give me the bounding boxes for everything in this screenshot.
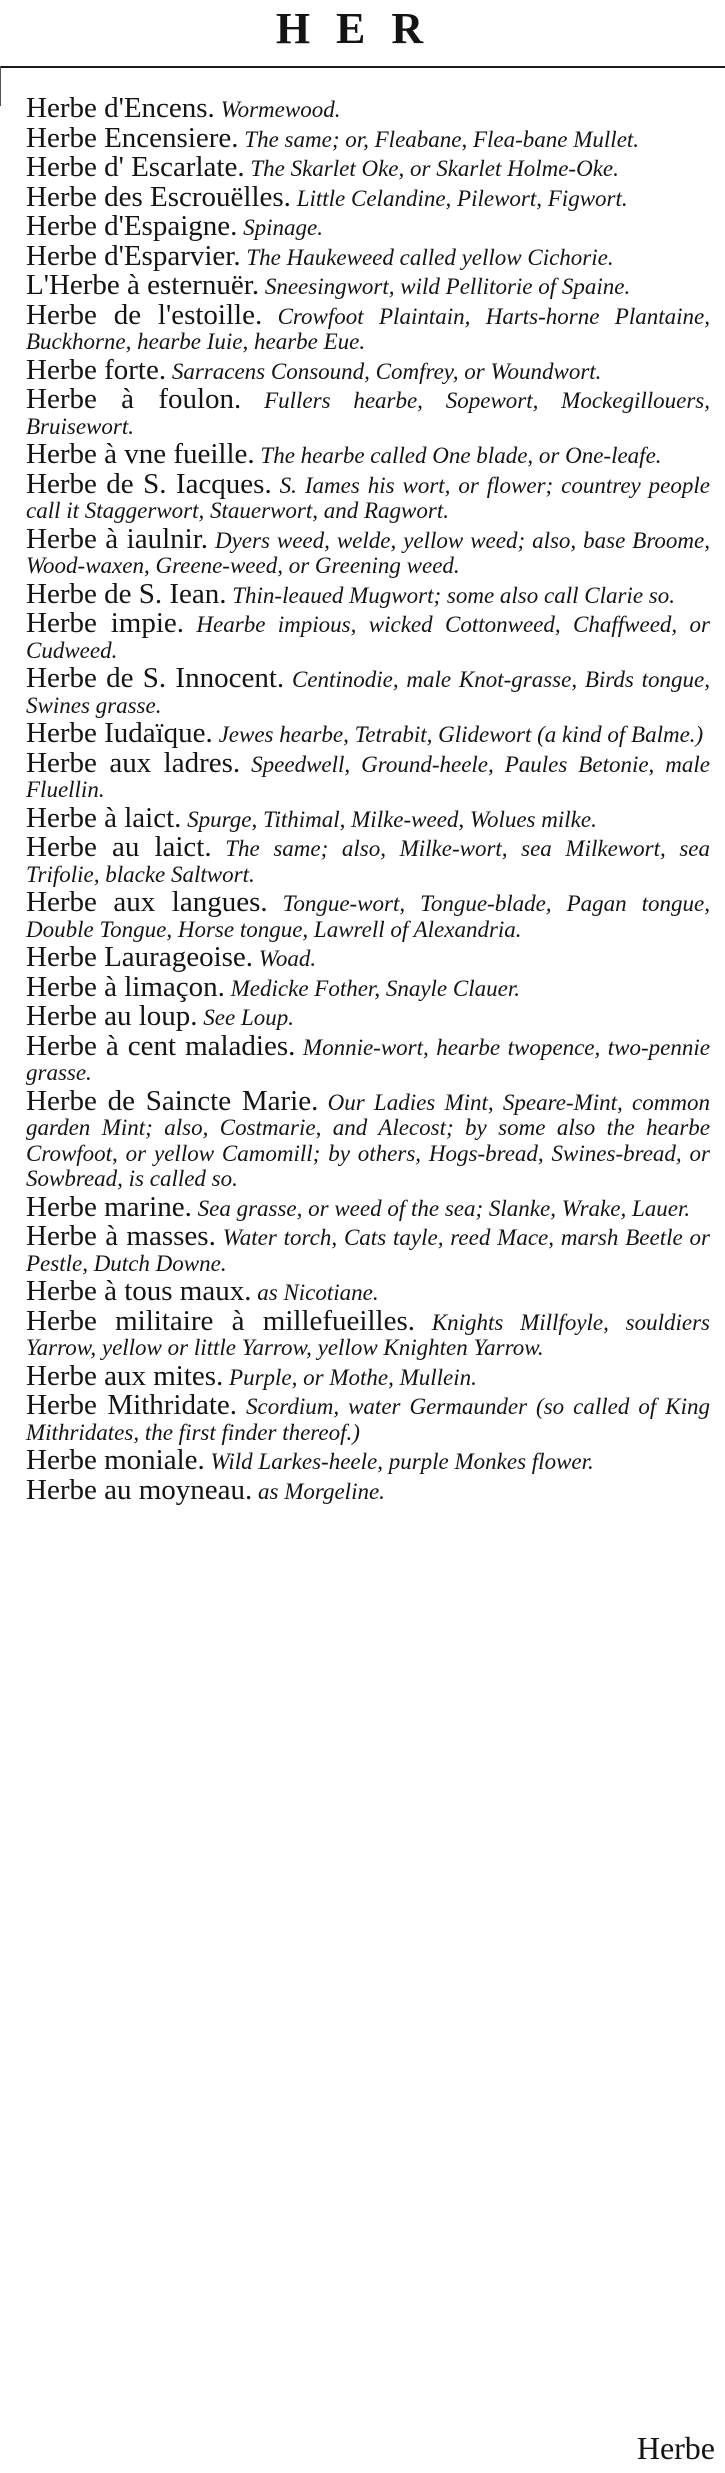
entry-headword: Herbe à iaulnir. (26, 522, 208, 555)
entry-headword: Herbe au laict. (26, 831, 212, 863)
entry-headword: Herbe à laict. (26, 801, 182, 834)
entry-headword: Herbe Laurageoise. (26, 941, 254, 973)
entry-definition: Knights Millfoyle, souldiers Yarrow, yellow or little Yarrow, yellow Knighten Yarrow. (26, 1309, 710, 1360)
dictionary-entry (26, 151, 710, 183)
entry-definition: Sarracens Consound, Comfrey, or Woundwort. (166, 358, 602, 384)
dictionary-entry (26, 717, 710, 749)
entry-headword: Herbe de Saincte Marie. (26, 1084, 319, 1117)
entry-headword: Herbe des Escrouëlles. (26, 180, 291, 213)
entry-definition: Centinodie, male Knot-grasse, Birds tongue, Swines grasse. (26, 667, 710, 718)
entry-headword: Herbe marine. (26, 1190, 192, 1223)
entry-headword: Herbe d'Encens. (26, 92, 215, 124)
entry-definition: S. Iames his wort, or flower; countrey people call it Staggerwort, Stauerwort, and Ragwort. (26, 472, 710, 523)
dictionary-entry (26, 1444, 710, 1476)
dictionary-entry (26, 1473, 710, 1506)
dictionary-entry (26, 1359, 710, 1392)
dictionary-entry (26, 1190, 710, 1223)
dictionary-entry (26, 269, 710, 301)
entry-definition: Jewes hearbe, Tetrabit, Glidewort (a kind of Balme.) (212, 722, 704, 747)
page-header (0, 0, 725, 68)
entry-headword: Herbe Mithridate. (26, 1389, 238, 1421)
entry-headword: Herbe aux langues. (26, 886, 268, 918)
entry-headword: Herbe Encensiere. (26, 121, 239, 154)
entry-headword: Herbe forte. (26, 353, 167, 386)
dictionary-entry (26, 662, 710, 718)
entry-headword: Herbe impie. (26, 607, 185, 639)
header-rule (0, 66, 725, 68)
entry-headword: Herbe au moyneau. (26, 1473, 253, 1506)
dictionary-entry (26, 1000, 710, 1032)
entry-headword: Herbe de S. Innocent. (26, 662, 285, 694)
dictionary-entry (26, 886, 710, 942)
entry-definition: Sneesingwort, wild Pellitorie of Spaine. (259, 274, 631, 299)
dictionary-entry (26, 801, 710, 834)
entry-definition: The same; or, Fleabane, Flea-bane Mullet. (238, 126, 640, 152)
dictionary-entry (26, 970, 710, 1003)
entry-definition: Scordium, water Germaunder (so called of King Mithridates, the first finder thereof.) (26, 1394, 710, 1445)
entry-headword: Herbe à vne fueille. (26, 438, 255, 470)
dictionary-entry (26, 383, 710, 439)
entry-definition: Medicke Fother, Snayle Clauer. (224, 975, 520, 1001)
entry-definition: Spinage. (237, 215, 323, 240)
dictionary-entry (26, 746, 710, 803)
dictionary-entry (26, 210, 710, 242)
catchword: Herbe (636, 2430, 715, 2466)
entry-definition: Water torch, Cats tayle, reed Mace, marsh Beetle or Pestle, Dutch Downe. (26, 1225, 710, 1276)
entry-definition: Hearbe impious, wicked Cottonweed, Chaffweed, or Cudweed. (26, 612, 710, 663)
entry-definition: Woad. (253, 946, 317, 971)
entry-headword: Herbe de l'estoille. (26, 298, 263, 331)
dictionary-entry (26, 1084, 710, 1192)
dictionary-entry (26, 607, 710, 663)
running-head: HER (275, 4, 450, 53)
entry-definition: Purple, or Mothe, Mullein. (223, 1364, 477, 1390)
entry-definition: Tongue-wort, Tongue-blade, Pagan tongue, Double Tongue, Horse tongue, Lawrell of Alexandria. (26, 891, 710, 942)
dictionary-entry (26, 577, 710, 610)
entry-headword: Herbe militaire à millefueilles. (26, 1304, 415, 1337)
dictionary-entry (26, 941, 710, 973)
entry-definition: Our Ladies Mint, Speare-Mint, common garden Mint; also, Costmarie, and Alecost; by some also the hearbe Crowfoot, or yellow Camomill; by others, Hogs-bread, Swines-bread, or Sowbread, is called so. (26, 1089, 710, 1191)
entry-definition: Spurge, Tithimal, Milke-weed, Wolues milke. (181, 806, 597, 832)
dictionary-entry (26, 467, 710, 524)
dictionary-entry (26, 180, 710, 213)
entry-headword: Herbe à tous maux. (26, 1275, 252, 1307)
dictionary-entry (26, 298, 710, 355)
dictionary-entry (26, 1220, 710, 1276)
entry-headword: Herbe aux ladres. (26, 746, 241, 779)
entry-definition: as Morgeline. (252, 1478, 385, 1504)
entry-headword: Herbe à foulon. (26, 383, 242, 415)
dictionary-entry (26, 1275, 710, 1307)
dictionary-entry (26, 239, 710, 272)
entry-headword: Herbe moniale. (26, 1444, 205, 1476)
entry-definition: Speedwell, Ground-heele, Paules Betonie, male Fluellin. (26, 751, 710, 802)
entry-headword: Herbe à masses. (26, 1220, 216, 1252)
entry-headword: Herbe à limaçon. (26, 970, 225, 1003)
entry-definition: The hearbe called One blade, or One-leafe. (254, 443, 662, 468)
dictionary-entry (26, 121, 710, 154)
dictionary-entry (26, 353, 710, 386)
entry-definition: Dyers weed, welde, yellow weed; also, base Broome, Wood-waxen, Greene-weed, or Greening weed. (26, 527, 710, 578)
entry-definition: as Nicotiane. (251, 1280, 379, 1305)
entry-definition: Sea grasse, or weed of the sea; Slanke, Wrake, Lauer. (191, 1195, 691, 1221)
dictionary-entry (26, 92, 710, 124)
entry-definition: The Skarlet Oke, or Skarlet Holme-Oke. (244, 156, 619, 181)
dictionary-entry (26, 831, 710, 887)
entry-headword: L'Herbe à esternuër. (26, 269, 260, 301)
entry-headword: Herbe aux mites. (26, 1359, 224, 1392)
entry-definition: Wormewood. (214, 97, 341, 122)
entry-headword: Herbe d' Escarlate. (26, 151, 245, 183)
dictionary-entries (26, 92, 710, 1507)
entry-definition: Wild Larkes-heele, purple Monkes flower. (204, 1449, 594, 1474)
dictionary-entry (26, 438, 710, 470)
entry-definition: The Haukeweed called yellow Cichorie. (240, 244, 614, 270)
entry-definition: Little Celandine, Pilewort, Figwort. (290, 185, 628, 211)
dictionary-entry (26, 522, 710, 579)
entry-definition: Monnie-wort, hearbe twopence, two-pennie grasse. (26, 1034, 710, 1085)
entry-headword: Herbe à cent maladies. (26, 1029, 296, 1062)
entry-definition: See Loup. (197, 1005, 294, 1030)
entry-definition: Thin-leaued Mugwort; some also call Clarie so. (226, 582, 675, 608)
dictionary-entry (26, 1304, 710, 1361)
dictionary-entry (26, 1029, 710, 1086)
entry-definition: Fullers hearbe, Sopewort, Mockegillouers, Bruisewort. (26, 388, 710, 439)
entry-headword: Herbe de S. Iacques. (26, 467, 272, 500)
dictionary-entry (26, 1389, 710, 1445)
entry-definition: The same; also, Milke-wort, sea Milkewort, sea Trifolie, blacke Saltwort. (26, 836, 710, 887)
entry-headword: Herbe au loup. (26, 1000, 198, 1032)
entry-headword: Herbe d'Esparvier. (26, 239, 241, 272)
entry-headword: Herbe d'Espaigne. (26, 210, 238, 242)
entry-headword: Herbe Iudaïque. (26, 717, 213, 749)
column-rule (0, 66, 1, 106)
entry-headword: Herbe de S. Iean. (26, 577, 227, 610)
entry-definition: Crowfoot Plaintain, Harts-horne Plantaine, Buckhorne, hearbe Iuie, hearbe Eue. (26, 303, 710, 354)
